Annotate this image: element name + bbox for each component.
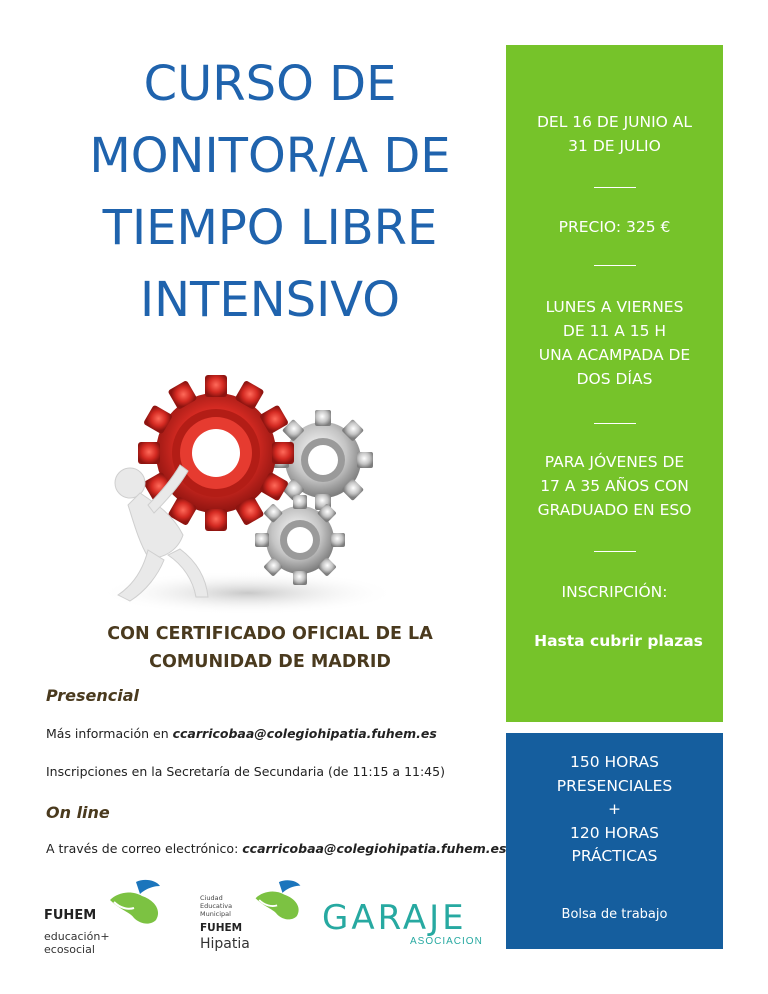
presencial-email-link[interactable]: ccarricobaa@colegiohipatia.fuhem.es	[172, 726, 437, 741]
grey-gear-small	[255, 495, 345, 585]
hours-line-3: 120 HORAS	[570, 823, 659, 842]
online-info	[46, 841, 506, 856]
bolsa-de-trabajo: Bolsa de trabajo	[561, 907, 668, 922]
fuhem-tagline	[44, 930, 110, 956]
online-heading: On line	[46, 803, 110, 822]
presencial-info-prefix: Más información en	[46, 726, 173, 741]
hours-plus: +	[608, 800, 621, 818]
garaje-name: GARAJE	[322, 898, 467, 938]
fuhem-tagline-1: educación+	[44, 930, 110, 943]
price-text: PRECIO: 325 €	[558, 218, 671, 236]
hours-block	[506, 751, 723, 869]
schedule-line-4: DOS DÍAS	[576, 370, 653, 388]
schedule-line-2: DE 11 A 15 H	[562, 322, 667, 340]
hipatia-name: Hipatia	[200, 936, 250, 952]
divider	[594, 187, 636, 188]
hipatia-small-1: Ciudad	[200, 894, 223, 902]
audience-line-1: PARA JÓVENES DE	[544, 453, 685, 471]
divider	[594, 265, 636, 266]
audience-block	[506, 450, 723, 522]
fuhem-symbol-icon	[106, 878, 164, 926]
divider	[594, 423, 636, 424]
title-line-4: INTENSIVO	[139, 272, 400, 328]
presencial-info	[46, 726, 437, 741]
dates-line-1: DEL 16 DE JUNIO AL	[536, 113, 693, 131]
online-email-link[interactable]: ccarricobaa@colegiohipatia.fuhem.es	[242, 841, 507, 856]
certificate-line-2: COMUNIDAD DE MADRID	[149, 652, 391, 672]
presencial-inscriptions: Inscripciones en la Secretaría de Secundaria (de 11:15 a 11:45)	[46, 764, 445, 779]
hipatia-fuhem: FUHEM	[200, 922, 243, 934]
fuhem-name: FUHEM	[44, 908, 97, 923]
dates-line-2: 31 DE JULIO	[568, 137, 661, 155]
hipatia-small-text	[200, 894, 232, 918]
certificate-line-1: CON CERTIFICADO OFICIAL DE LA	[107, 624, 433, 644]
certificate-text	[60, 620, 480, 676]
page-title	[30, 48, 510, 336]
inscription-label: INSCRIPCIÓN:	[561, 583, 668, 601]
schedule-block	[506, 295, 723, 391]
online-info-prefix: A través de correo electrónico:	[46, 841, 243, 856]
audience-line-3: GRADUADO EN ESO	[537, 501, 692, 519]
title-line-3: TIEMPO LIBRE	[102, 200, 438, 256]
hipatia-symbol-icon	[252, 878, 304, 922]
details-panel	[506, 45, 723, 722]
inscription-value: Hasta cubrir plazas	[534, 632, 703, 650]
hours-line-1: 150 HORAS	[570, 753, 659, 771]
hours-line-4: PRÁCTICAS	[571, 847, 658, 865]
fuhem-logo	[44, 878, 164, 958]
garaje-logo	[322, 898, 500, 954]
audience-line-2: 17 A 35 AÑOS CON	[540, 477, 689, 495]
gears-illustration	[88, 365, 408, 615]
hours-line-2: PRESENCIALES	[556, 776, 673, 795]
schedule-line-1: LUNES A VIERNES	[545, 298, 684, 316]
hours-panel	[506, 733, 723, 949]
schedule-line-3: UNA ACAMPADA DE	[538, 346, 691, 364]
dates-block	[506, 110, 723, 158]
title-line-1: CURSO DE	[143, 56, 397, 112]
fuhem-tagline-2: ecosocial	[44, 943, 95, 956]
hipatia-small-3: Municipal	[200, 910, 231, 918]
title-line-2: MONITOR/A DE	[89, 128, 451, 184]
presencial-heading: Presencial	[46, 686, 139, 705]
hipatia-logo	[200, 878, 310, 960]
hipatia-small-2: Educativa	[200, 902, 233, 910]
divider	[594, 551, 636, 552]
garaje-sub: ASOCIACION	[410, 936, 483, 947]
